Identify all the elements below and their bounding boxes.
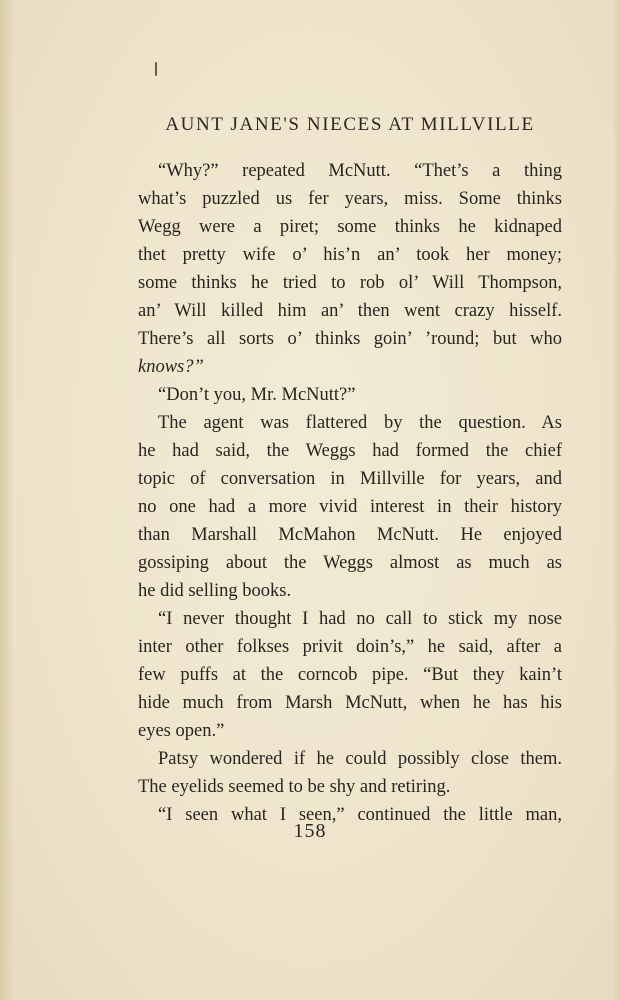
body-text: [138, 157, 562, 829]
text-line: topic of conversation in Millville for years, and: [138, 469, 562, 489]
text-line: an’ Will killed him an’ then went crazy hisself.: [138, 301, 562, 321]
text-line: eyes open.”: [138, 721, 225, 741]
page-edge-shadow-left: [0, 0, 14, 1000]
text-line: gossiping about the Weggs almost as much as: [138, 553, 562, 573]
page-edge-shadow-right: [612, 0, 620, 1000]
text-line: The eyelids seemed to be shy and retiring.: [138, 777, 451, 797]
text-line: he had said, the Weggs had formed the chief: [138, 441, 562, 461]
running-title: AUNT JANE'S NIECES AT MILLVILLE: [165, 114, 535, 135]
italic-text: knows?”: [138, 357, 204, 377]
text-line: what’s puzzled us fer years, miss. Some thinks: [138, 189, 562, 209]
text-line: than Marshall McMahon McNutt. He enjoyed: [138, 525, 562, 545]
text-line: no one had a more vivid interest in their history: [138, 497, 562, 517]
ink-mark: [155, 62, 157, 76]
text-line: The agent was flattered by the question. As: [158, 413, 562, 433]
text-line: inter other folkses privit doin’s,” he said, after a: [138, 637, 562, 657]
text-line: “I seen what I seen,” continued the little man,: [158, 805, 562, 825]
text-line: [138, 353, 562, 381]
text-line: few puffs at the corncob pipe. “But they kain’t: [138, 665, 562, 685]
page-number: 158: [293, 820, 327, 842]
text-line: he did selling books.: [138, 581, 292, 601]
text-line: There’s all sorts o’ thinks goin’ ’round; but who: [138, 329, 562, 349]
text-line: “Don’t you, Mr. McNutt?”: [158, 385, 356, 405]
text-line: Patsy wondered if he could possibly close them.: [158, 749, 562, 769]
text-line: some thinks he tried to rob ol’ Will Thompson,: [138, 273, 562, 293]
text-line: “I never thought I had no call to stick my nose: [158, 609, 562, 629]
text-line: hide much from Marsh McNutt, when he has his: [138, 693, 562, 713]
text-line: Wegg were a piret; some thinks he kidnaped: [138, 217, 562, 237]
text-line: thet pretty wife o’ his’n an’ took her money;: [138, 245, 562, 265]
text-line: “Why?” repeated McNutt. “Thet’s a thing: [158, 161, 562, 181]
